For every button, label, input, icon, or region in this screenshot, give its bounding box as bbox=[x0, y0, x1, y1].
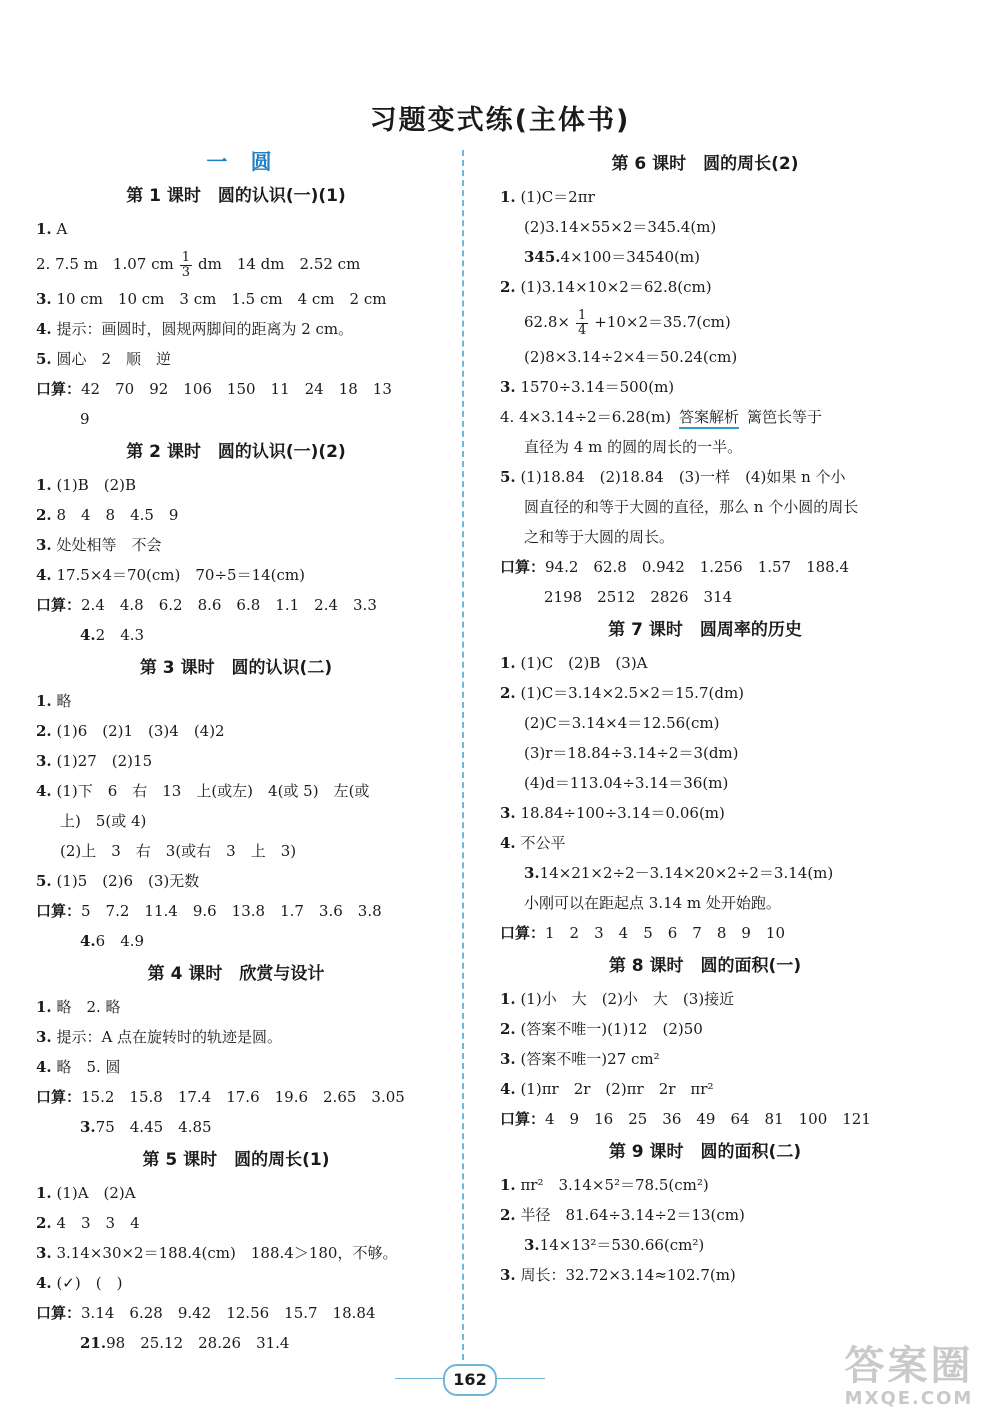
answer-line: 4. 17.5×4＝70(cm) 70÷5＝14(cm) bbox=[36, 566, 305, 584]
answer-line: 4. 略 5. 圆 bbox=[36, 1058, 121, 1076]
answer-line: 2. 4 3 3 4 bbox=[36, 1214, 140, 1232]
mental-math-line: 口算：4 9 16 25 36 49 64 81 100 121 bbox=[500, 1110, 871, 1128]
mental-math-line: 口算：5 7.2 11.4 9.6 13.8 1.7 3.6 3.8 bbox=[36, 902, 382, 920]
lesson-3-title: 第 3 课时 圆的认识(二) bbox=[139, 658, 333, 678]
lesson-2-title: 第 2 课时 圆的认识(一)(2) bbox=[126, 442, 346, 462]
answer-line: 上) 5(或 4) bbox=[60, 812, 147, 830]
answer-line: 1. (1)C＝2πr bbox=[500, 188, 595, 206]
answer-line: (3)r＝18.84÷3.14÷2＝3(dm) bbox=[524, 744, 739, 762]
mental-math-line: 口算：42 70 92 106 150 11 24 18 13 bbox=[36, 380, 392, 398]
left-column bbox=[36, 146, 436, 1358]
answer-line: 5. (1)5 (2)6 (3)无数 bbox=[36, 872, 200, 890]
mental-math-line: 口算：1 2 3 4 5 6 7 8 9 10 bbox=[500, 924, 785, 942]
answer-line: 3. (1)27 (2)15 bbox=[36, 752, 153, 770]
answer-line: 2. 半径 81.64÷3.14÷2＝13(cm) bbox=[500, 1206, 745, 1224]
answer-line: 5. 圆心 2 顺 逆 bbox=[36, 350, 171, 368]
mental-math-line: 口算：15.2 15.8 17.4 17.6 19.6 2.65 3.05 bbox=[36, 1088, 405, 1106]
fraction: $\frac{1}{4}$ bbox=[577, 307, 587, 338]
answer-line: (2)C＝3.14×4＝12.56(cm) bbox=[524, 714, 720, 732]
mental-math-line: 口算：3.14 6.28 9.42 12.56 15.7 18.84 bbox=[36, 1304, 376, 1322]
answer-line: 2. 7.5 m 1.07 cm $\frac{1}{3}$ dm 14 dm 2.52 cm bbox=[36, 249, 361, 280]
mental-math-line: 口算：94.2 62.8 0.942 1.256 1.57 188.4 bbox=[500, 558, 850, 576]
mental-math-cont: 9 bbox=[80, 410, 90, 428]
mental-math-cont: 4.2 4.3 bbox=[80, 626, 145, 644]
mental-math-line: 口算：2.4 4.8 6.2 8.6 6.8 1.1 2.4 3.3 bbox=[36, 596, 377, 614]
answer-line: 4. 不公平 bbox=[500, 834, 566, 852]
answer-line: 2. 8 4 8 4.5 9 bbox=[36, 506, 179, 524]
answer-line: 2. (1)3.14×10×2＝62.8(cm) bbox=[500, 278, 712, 296]
lesson-5-title: 第 5 课时 圆的周长(1) bbox=[142, 1150, 330, 1170]
answer-line: 4. (1)下 6 右 13 上(或左) 4(或 5) 左(或 bbox=[36, 782, 370, 800]
answer-line: 1. (1)A (2)A bbox=[36, 1184, 136, 1202]
lesson-1-title: 第 1 课时 圆的认识(一)(1) bbox=[126, 186, 346, 206]
unit-title: 一 圆 bbox=[206, 150, 280, 174]
answer-line: 5. (1)18.84 (2)18.84 (3)一样 (4)如果 n 个小 bbox=[500, 468, 846, 486]
answer-line: 4. (1)πr 2r (2)πr 2r πr² bbox=[500, 1080, 714, 1098]
answer-line: 3. 3.14×30×2＝188.4(cm) 188.4＞180，不够。 bbox=[36, 1244, 398, 1262]
answer-line: 345.4×100＝34540(m) bbox=[524, 248, 700, 266]
answer-line: 3. 提示：A 点在旋转时的轨迹是圆。 bbox=[36, 1028, 283, 1046]
watermark-logo: 答案圈 MXQE.COM bbox=[844, 1343, 974, 1409]
page-number: 162 bbox=[443, 1364, 497, 1396]
answer-line: 1. A bbox=[36, 220, 68, 238]
answer-line: (2)3.14×55×2＝345.4(m) bbox=[524, 218, 717, 236]
page-title: 习题变式练(主体书) bbox=[369, 105, 631, 136]
answer-line: 4. (✓) ( ) bbox=[36, 1274, 123, 1292]
answer-line: 3. 10 cm 10 cm 3 cm 1.5 cm 4 cm 2 cm bbox=[36, 290, 387, 308]
mental-math-cont: 4.6 4.9 bbox=[80, 932, 145, 950]
footer-rule-left bbox=[395, 1378, 443, 1379]
answer-line: 1. (1)B (2)B bbox=[36, 476, 136, 494]
answer-line: 4. 4×3.14÷2＝6.28(m) 答案解析 篱笆长等于 bbox=[500, 402, 910, 432]
answer-line: (2)上 3 右 3(或右 3 上 3) bbox=[60, 842, 297, 860]
footer-rule-right bbox=[493, 1378, 545, 1379]
answer-line: 3. 1570÷3.14＝500(m) bbox=[500, 378, 675, 396]
answer-line: 1. (1)小 大 (2)小 大 (3)接近 bbox=[500, 990, 735, 1008]
answer-line: (2)8×3.14÷2×4＝50.24(cm) bbox=[524, 348, 738, 366]
mental-math-cont: 3.75 4.45 4.85 bbox=[80, 1118, 212, 1136]
mental-math-cont: 21.98 25.12 28.26 31.4 bbox=[80, 1334, 290, 1352]
answer-line: (4)d＝113.04÷3.14＝36(m) bbox=[524, 774, 729, 792]
answer-line: 1. 略 bbox=[36, 692, 72, 710]
answer-line: 1. πr² 3.14×5²＝78.5(cm²) bbox=[500, 1176, 709, 1194]
lesson-9-title: 第 9 课时 圆的面积(二) bbox=[608, 1142, 802, 1162]
fraction: $\frac{1}{3}$ bbox=[181, 249, 190, 280]
answer-line: 3. (答案不唯一)27 cm² bbox=[500, 1050, 660, 1068]
lesson-7-title: 第 7 课时 圆周率的历史 bbox=[608, 620, 802, 640]
answer-line: 1. (1)C (2)B (3)A bbox=[500, 654, 648, 672]
answer-line: 2. (1)C＝3.14×2.5×2＝15.7(dm) bbox=[500, 684, 745, 702]
column-divider bbox=[462, 150, 464, 1360]
answer-line: 之和等于大圆的周长。 bbox=[524, 528, 675, 546]
lesson-4-title: 第 4 课时 欣赏与设计 bbox=[147, 964, 325, 984]
answer-line: 直径为 4 m 的圆的周长的一半。 bbox=[524, 438, 743, 456]
answer-line: 1. 略 2. 略 bbox=[36, 998, 121, 1016]
answer-line: 62.8× $\frac{1}{4}$ +10×2＝35.7(cm) bbox=[524, 307, 731, 338]
answer-line: 4. 提示：画圆时，圆规两脚间的距离为 2 cm。 bbox=[36, 320, 354, 338]
mental-math-cont: 2198 2512 2826 314 bbox=[544, 588, 733, 606]
lesson-8-title: 第 8 课时 圆的面积(一) bbox=[608, 956, 802, 976]
answer-line: 3. 周长：32.72×3.14≈102.7(m) bbox=[500, 1266, 736, 1284]
right-column bbox=[500, 146, 910, 1290]
answer-line: 3.14×21×2÷2－3.14×20×2÷2＝3.14(m) bbox=[524, 864, 834, 882]
answer-line: 3. 18.84÷100÷3.14＝0.06(m) bbox=[500, 804, 725, 822]
answer-line: 3. 处处相等 不会 bbox=[36, 536, 162, 554]
answer-line: 2. (1)6 (2)1 (3)4 (4)2 bbox=[36, 722, 225, 740]
lesson-6-title: 第 6 课时 圆的周长(2) bbox=[611, 154, 799, 174]
answer-line: 3.14×13²＝530.66(cm²) bbox=[524, 1236, 705, 1254]
answer-line: 小刚可以在距起点 3.14 m 处开始跑。 bbox=[524, 894, 781, 912]
answer-line: 2. (答案不唯一)(1)12 (2)50 bbox=[500, 1020, 703, 1038]
answer-line: 圆直径的和等于大圆的直径，那么 n 个小圆的周长 bbox=[524, 498, 859, 516]
answer-analysis-tag: 答案解析 bbox=[679, 408, 739, 429]
